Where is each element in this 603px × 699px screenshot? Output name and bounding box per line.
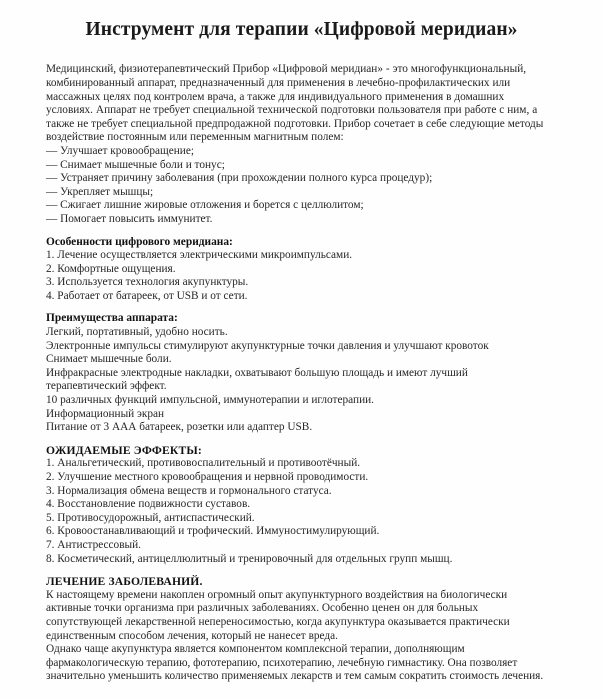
list-item: Питание от 3 ААА батареек, розетки или адаптер USB. bbox=[46, 421, 313, 434]
features-list bbox=[46, 249, 561, 303]
list-item: 3. Нормализация обмена веществ и гормонального статуса. bbox=[46, 484, 332, 497]
list-item: — Укрепляет мышцы; bbox=[46, 185, 154, 198]
list-item: — Улучшает кровообращение; bbox=[46, 144, 195, 157]
list-item: 7. Антистрессовый. bbox=[46, 538, 141, 551]
paragraph-line: сопутствующей лекарственной непереносимостью, когда акупунктура оказывается практически bbox=[46, 615, 510, 628]
intro-line: Медицинский, физиотерапевтический Прибор «Цифровой меридиан» - это многофункциональный, bbox=[46, 63, 527, 76]
list-item: Информационный экран bbox=[46, 407, 165, 420]
document-body bbox=[0, 63, 603, 684]
list-item: 1. Анальгетический, противовоспалительный и противоотёчный. bbox=[46, 457, 361, 470]
paragraph-line: фармакологическую терапию, фототерапию, психотерапию, лечебную гимнастику. Она позволяет bbox=[46, 656, 518, 669]
list-item: 5. Противосудорожный, антиспастический. bbox=[46, 511, 255, 524]
intro-line: воздействие постоянным или переменным магнитным полем: bbox=[46, 131, 344, 144]
list-item: 4. Работает от батареек, от USB и от сети. bbox=[46, 289, 248, 302]
paragraph-line: значительно уменьшить количество применяемых лекарств и тем самым сократить стоимость лечения. bbox=[46, 670, 544, 683]
list-item: 10 различных функций импульсной, иммунотерапии и иглотерапии. bbox=[46, 394, 374, 407]
paragraph-line: К настоящему времени накоплен огромный опыт акупунктурного воздействия на биологически bbox=[46, 588, 508, 601]
section-heading-treatment: ЛЕЧЕНИЕ ЗАБОЛЕВАНИЙ. bbox=[46, 575, 203, 589]
list-item: 2. Улучшение местного кровообращения и нервной проводимости. bbox=[46, 471, 369, 483]
effects-bullet-list bbox=[46, 145, 561, 227]
list-item: Электронные импульсы стимулируют акупунктурные точки давления и улучшают кровоток bbox=[46, 339, 489, 352]
list-item: терапевтический эффект. bbox=[46, 380, 167, 393]
list-item: 1. Лечение осуществляется электрическими микроимпульсами. bbox=[46, 249, 353, 262]
expected-effects-list bbox=[46, 457, 561, 566]
intro-line: комбинированный аппарат, предназначенный для применения в лечебно-профилактических или bbox=[46, 76, 511, 89]
treatment-paragraph-2 bbox=[46, 643, 561, 684]
list-item: — Снимает мышечные боли и тонус; bbox=[46, 158, 225, 171]
list-item: 6. Кровоостанавливающий и трофический. Иммуностимулирующий. bbox=[46, 525, 380, 538]
section-heading-advantages: Преимущества аппарата: bbox=[46, 312, 178, 325]
treatment-paragraph-1 bbox=[46, 589, 561, 643]
intro-paragraph bbox=[46, 63, 561, 145]
list-item: 3. Используется технология акупунктуры. bbox=[46, 276, 249, 289]
list-item: Легкий, портативный, удобно носить. bbox=[46, 326, 228, 339]
page-title: Инструмент для терапии «Цифровой меридиан» bbox=[85, 19, 518, 40]
paragraph-line: Однако чаще акупунктура является компонентом комплексной терапии, дополняющим bbox=[46, 643, 465, 656]
list-item: 2. Комфортные ощущения. bbox=[46, 262, 176, 275]
section-heading-features: Особенности цифрового меридиана: bbox=[46, 235, 233, 248]
list-item: 4. Восстановление подвижности суставов. bbox=[46, 498, 251, 511]
paragraph-line: активные точки организма при различных заболеваниях. Особенно ценен он для больных bbox=[46, 602, 479, 615]
list-item: — Помогает повысить иммунитет. bbox=[46, 212, 213, 225]
advantages-list bbox=[46, 326, 561, 435]
list-item: 8. Косметический, антицеллюлитный и тренировочный для отдельных групп мышц. bbox=[46, 552, 453, 565]
intro-line: массажных целях под контролем врача, а также для индивидуального применения в домашних bbox=[46, 90, 505, 103]
section-heading-expected-effects: ОЖИДАЕМЫЕ ЭФФЕКТЫ: bbox=[46, 443, 202, 457]
list-item: — Сжигает лишние жировые отложения и борется с целлюлитом; bbox=[46, 199, 364, 212]
list-item: Инфракрасные электродные накладки, охватывают большую площадь и имеют лучший bbox=[46, 366, 468, 379]
list-item: — Устраняет причину заболевания (при прохождении полного курса процедур); bbox=[46, 172, 433, 185]
paragraph-line: единственным способом лечения, который не нанесет вреда. bbox=[46, 629, 339, 642]
intro-line: также не требует специальной предпродажной подготовки. Прибор сочетает в себе следующие методы bbox=[46, 117, 544, 130]
intro-line: условиях. Аппарат не требует специальной технической подготовки пользователя при работе с ним, а bbox=[46, 104, 538, 117]
list-item: Снимает мышечные боли. bbox=[46, 353, 172, 366]
